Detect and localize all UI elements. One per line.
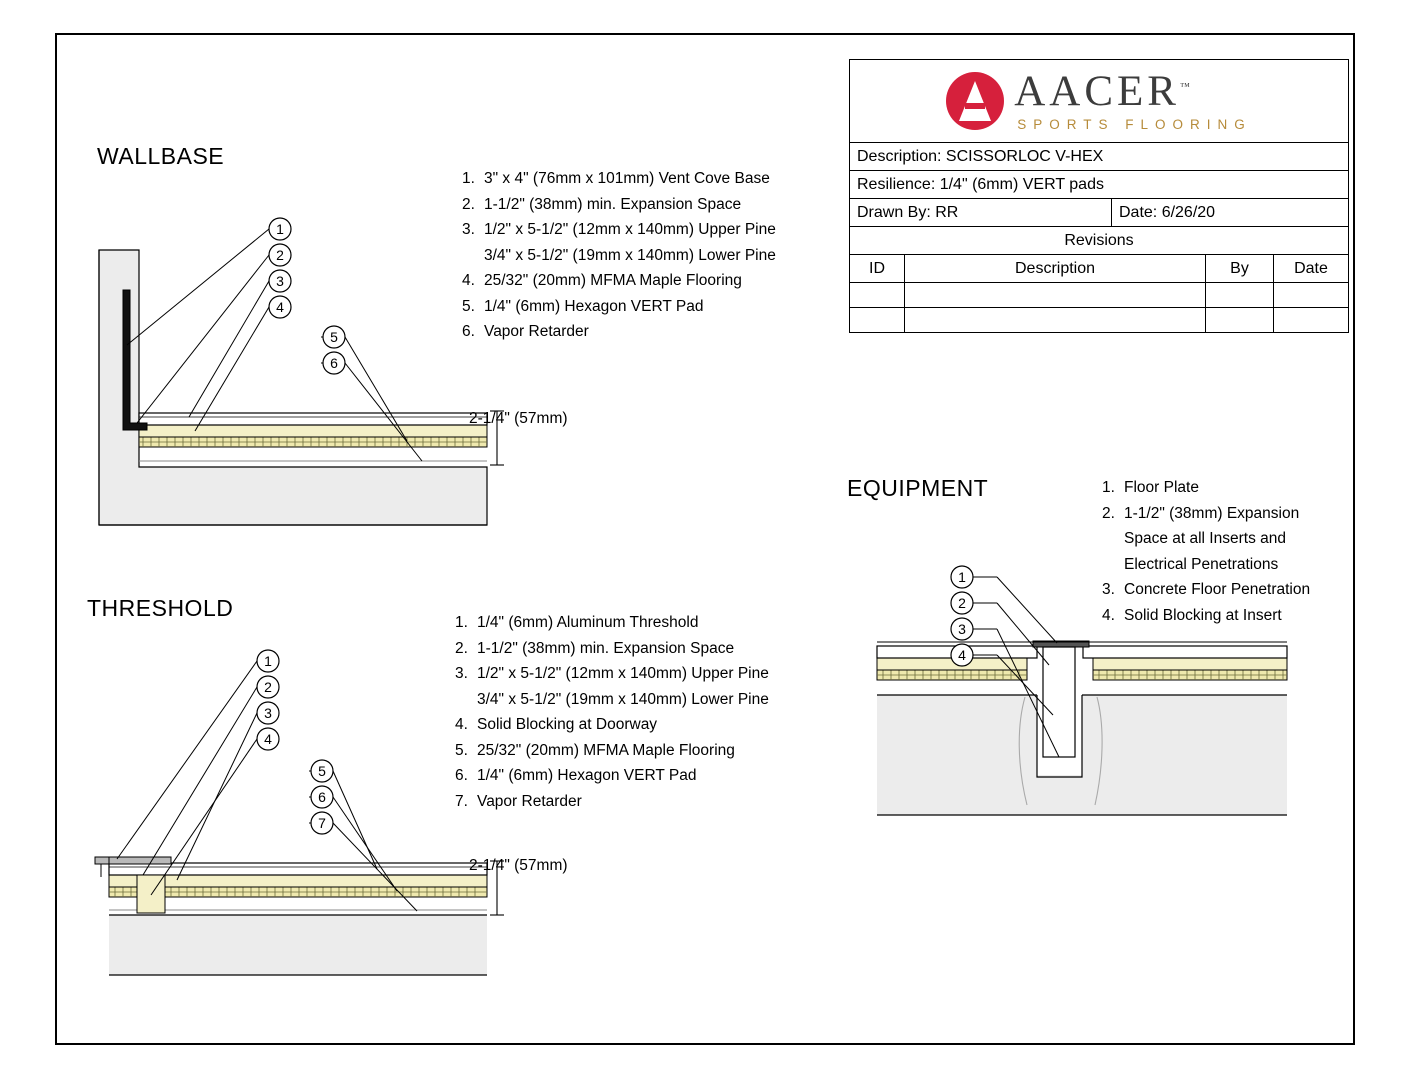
titleblock-resilience: Resilience: 1/4" (6mm) VERT pads — [857, 175, 1104, 193]
legend-text: 1/2" x 5-1/2" (12mm x 140mm) Upper Pine — [484, 221, 776, 238]
legend-item — [455, 712, 830, 738]
titleblock-drawnby-row — [850, 199, 1348, 227]
revisions-cell-id — [850, 283, 905, 307]
legend-item — [455, 661, 830, 687]
legend-text-continued: 3/4" x 5-1/2" (19mm x 140mm) Lower Pine — [477, 690, 769, 708]
revisions-cell-date — [1274, 283, 1348, 307]
legend-item — [462, 268, 832, 294]
legend-text: 1/4" (6mm) Hexagon VERT Pad — [484, 297, 704, 315]
svg-text:5: 5 — [330, 329, 338, 345]
svg-text:1: 1 — [264, 653, 272, 669]
legend-text: 1-1/2" (38mm) Expansion — [1124, 504, 1300, 522]
legend-number: 6. — [462, 323, 475, 340]
titleblock-description: Description: SCISSORLOC V-HEX — [857, 147, 1104, 165]
legend-item — [455, 789, 830, 815]
logo-tagline: SPORTS FLOORING — [1017, 117, 1252, 132]
legend-item — [455, 763, 830, 789]
legend-text: Solid Blocking at Insert — [1124, 606, 1282, 624]
legend-number: 5. — [455, 741, 468, 759]
svg-text:1: 1 — [276, 221, 284, 237]
legend-text: 1-1/2" (38mm) min. Expansion Space — [477, 639, 735, 657]
legend-number: 7. — [455, 792, 468, 810]
svg-text:2: 2 — [958, 595, 966, 611]
revisions-header-description: Description — [905, 255, 1206, 282]
legend-item — [1102, 577, 1327, 603]
svg-text:4: 4 — [276, 299, 284, 315]
legend-item — [462, 166, 832, 192]
svg-text:1: 1 — [958, 569, 966, 585]
svg-text:2: 2 — [276, 247, 284, 263]
legend-text: Concrete Floor Penetration — [1124, 581, 1311, 598]
title-block — [849, 59, 1349, 333]
legend-text: 1-1/2" (38mm) min. Expansion Space — [484, 195, 742, 213]
logo-company-name-text: AACER — [1014, 68, 1180, 115]
svg-text:7: 7 — [318, 815, 326, 831]
legend-text-continued: Space at all Inserts and — [1124, 530, 1286, 547]
svg-text:3: 3 — [958, 621, 966, 637]
revisions-cell-id — [850, 308, 905, 332]
svg-text:5: 5 — [318, 763, 326, 779]
revisions-header-date: Date — [1294, 259, 1328, 277]
legend-text: 25/32" (20mm) MFMA Maple Flooring — [484, 272, 742, 289]
svg-text:3: 3 — [276, 273, 284, 289]
legend-text-continued: 3/4" x 5-1/2" (19mm x 140mm) Lower Pine — [484, 246, 776, 264]
revisions-header-by: By — [1206, 255, 1274, 282]
legend-number: 4. — [462, 272, 475, 289]
revisions-cell-description — [905, 283, 1206, 307]
legend-number: 2. — [455, 639, 468, 657]
titleblock-date: Date: 6/26/20 — [1119, 203, 1216, 221]
threshold-detail-drawing — [77, 625, 517, 1030]
wallbase-dimension-label: 2-1/4" (57mm) — [469, 410, 568, 427]
revisions-header-id: ID — [850, 255, 905, 282]
revisions-cell-by — [1206, 283, 1274, 307]
legend-number: 2. — [462, 195, 475, 213]
legend-text: 3" x 4" (76mm x 101mm) Vent Cove Base — [484, 170, 770, 187]
legend-item — [455, 610, 830, 636]
section-title-wallbase: WALLBASE — [97, 143, 225, 169]
legend-item — [1102, 475, 1327, 501]
legend-text: Vapor Retarder — [477, 792, 582, 810]
legend-text: Solid Blocking at Doorway — [477, 716, 658, 733]
legend-text: 25/32" (20mm) MFMA Maple Flooring — [477, 741, 735, 759]
titleblock-drawn-by: Drawn By: RR — [850, 199, 1112, 226]
legend-text: Floor Plate — [1124, 479, 1199, 496]
titleblock-revisions-title: Revisions — [1064, 231, 1134, 249]
legend-number: 4. — [455, 716, 468, 733]
legend-number: 1. — [455, 614, 468, 631]
titleblock-revisions-title-row — [850, 227, 1348, 255]
legend-item — [1102, 501, 1327, 527]
legend-number: 5. — [462, 297, 475, 315]
legend-item — [455, 636, 830, 662]
revisions-cell-description — [905, 308, 1206, 332]
legend-text: Vapor Retarder — [484, 323, 589, 340]
legend-number: 1. — [462, 170, 475, 187]
threshold-dimension-label: 2-1/4" (57mm) — [469, 857, 568, 874]
company-logo — [850, 60, 1348, 143]
legend-item — [455, 738, 830, 764]
legend-item — [462, 217, 832, 243]
svg-text:4: 4 — [958, 647, 966, 663]
legend-number: 1. — [1102, 479, 1115, 496]
legend-item — [462, 294, 832, 320]
legend-text: 1/4" (6mm) Aluminum Threshold — [477, 614, 699, 631]
legend-number: 4. — [1102, 606, 1115, 624]
legend-text-continued: Electrical Penetrations — [1124, 555, 1279, 573]
revisions-cell-date — [1274, 308, 1348, 332]
logo-company-name — [1014, 70, 1190, 113]
titleblock-resilience-row — [850, 171, 1348, 199]
svg-text:6: 6 — [330, 355, 338, 371]
legend-item — [462, 192, 832, 218]
section-title-threshold: THRESHOLD — [87, 595, 234, 621]
revisions-row — [850, 283, 1348, 308]
legend-number: 3. — [455, 665, 468, 682]
svg-text:4: 4 — [264, 731, 272, 747]
threshold-legend — [455, 610, 830, 814]
wallbase-detail-drawing — [77, 185, 517, 550]
titleblock-description-row — [850, 143, 1348, 171]
section-title-equipment: EQUIPMENT — [847, 475, 989, 501]
legend-number: 3. — [1102, 581, 1115, 598]
wallbase-legend — [462, 166, 832, 345]
revisions-row — [850, 308, 1348, 332]
revisions-cell-by — [1206, 308, 1274, 332]
svg-text:2: 2 — [264, 679, 272, 695]
legend-number: 3. — [462, 221, 475, 238]
legend-number: 2. — [1102, 504, 1115, 522]
svg-text:3: 3 — [264, 705, 272, 721]
revisions-header-row — [850, 255, 1348, 283]
legend-item — [1102, 603, 1327, 629]
legend-text: 1/4" (6mm) Hexagon VERT Pad — [477, 767, 697, 784]
legend-number: 6. — [455, 767, 468, 784]
svg-text:6: 6 — [318, 789, 326, 805]
legend-text: 1/2" x 5-1/2" (12mm x 140mm) Upper Pine — [477, 665, 769, 682]
logo-trademark: ™ — [1179, 81, 1190, 93]
logo-text — [1014, 70, 1252, 132]
equipment-legend — [1102, 475, 1327, 628]
legend-item — [462, 319, 832, 345]
drawing-sheet — [55, 33, 1355, 1045]
aacer-logo-icon — [946, 72, 1004, 130]
